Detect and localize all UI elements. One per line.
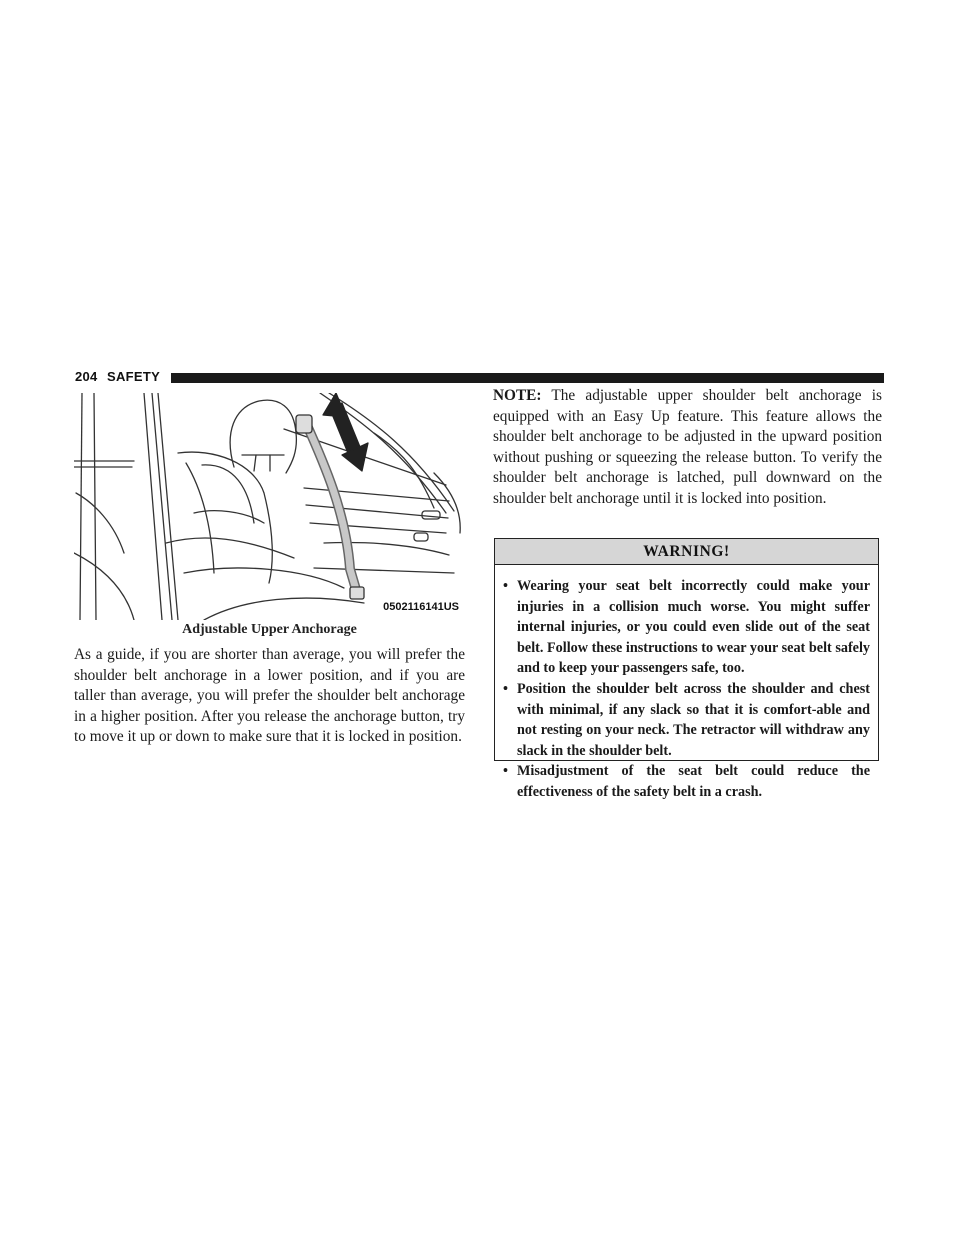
page-header bbox=[75, 371, 884, 385]
header-rule bbox=[171, 373, 884, 383]
warning-item-text: Wearing your seat belt incorrectly could make your injuries in a collision much worse. You might suffer internal injuries, or you could even slide out of the seat belt. Follow these instructions to wear your seat belt safely and to keep your passengers safe, too. bbox=[517, 578, 870, 677]
page-number: 204 bbox=[75, 369, 98, 384]
seat-belt-illustration bbox=[74, 393, 465, 620]
figure-caption: Adjustable Upper Anchorage bbox=[182, 622, 357, 637]
warning-item bbox=[503, 679, 870, 761]
note-paragraph bbox=[493, 386, 882, 510]
bullet-icon: • bbox=[503, 680, 508, 697]
bullet-icon: • bbox=[503, 578, 508, 594]
warning-item bbox=[503, 761, 870, 802]
note-label: NOTE: bbox=[493, 387, 542, 404]
bullet-icon: • bbox=[503, 763, 508, 780]
warning-box bbox=[494, 538, 879, 800]
warning-item-text: Position the shoulder belt across the shoulder and chest with minimal, if any slack so that it is comfort-able and not resting on your neck. The retractor will withdraw any slack in the shoulder belt. bbox=[517, 680, 870, 759]
anchorage-guide-paragraph: As a guide, if you are shorter than average, you will prefer the shoulder belt anchorage in a lower position, and if you are taller than average, you will prefer the shoulder belt anchorage in a higher position. After you release the anchorage button, try to move it up or down to make sure that it is locked in position. bbox=[74, 646, 465, 746]
note-text: The adjustable upper shoulder belt anchorage is equipped with an Easy Up feature. This feature allows the shoulder belt anchorage to be adjusted in the upward position without pushing or squeezing the release button. To verify the shoulder belt anchorage is latched, pull downward on the shoulder belt anchorage until it is locked into position. bbox=[493, 387, 882, 507]
warning-title: WARNING! bbox=[495, 539, 878, 565]
warning-item bbox=[503, 576, 870, 679]
figure-code: 0502116141US bbox=[383, 601, 459, 613]
warning-item-text: Misadjustment of the seat belt could reduce the effectiveness of the safety belt in a crash. bbox=[517, 763, 870, 800]
section-title: SAFETY bbox=[107, 369, 161, 384]
warning-list bbox=[495, 565, 878, 803]
